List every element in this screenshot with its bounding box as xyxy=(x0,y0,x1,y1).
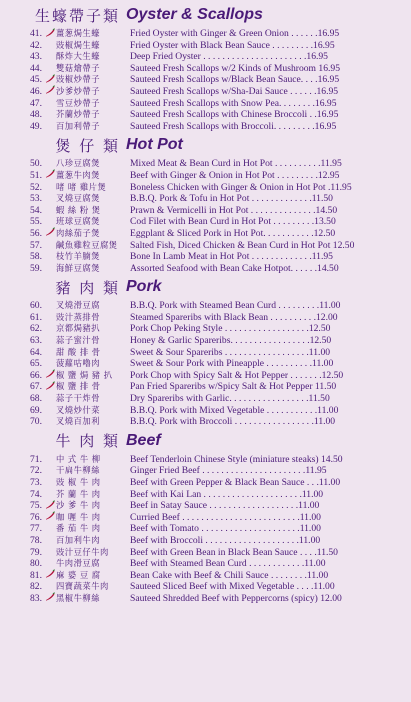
section-title-chinese: 生蠔帶子類 xyxy=(34,6,120,25)
item-description-price: Beef with Green Pepper & Black Bean Sauce . . .11.00 xyxy=(130,477,341,488)
menu-item xyxy=(0,405,411,417)
menu-item xyxy=(0,512,411,524)
menu-section xyxy=(0,2,411,132)
item-name-chinese: 京都焗豬扒 xyxy=(56,323,100,334)
menu-item xyxy=(0,393,411,405)
item-description-price: Sauteed Fresh Scallops with Chinese Broccoli . .16.95 xyxy=(130,109,339,121)
section-header xyxy=(0,132,411,158)
item-name-chinese: 四寶蔬菜牛肉 xyxy=(56,581,109,592)
item-name-chinese: 豉汁蒸排骨 xyxy=(56,311,100,322)
item-description-price: Cod Filet with Bean Curd in Hot Pot . . . . . . . . .13.50 xyxy=(130,216,336,228)
item-name-chinese: 薑葱焗生蠔 xyxy=(56,28,100,38)
chili-pepper-icon xyxy=(44,85,56,98)
item-description-price: Boneless Chicken with Ginger & Onion in Hot Pot .11.95 xyxy=(130,181,352,193)
item-number: 83. xyxy=(30,592,42,604)
menu-item xyxy=(0,193,411,205)
menu-item xyxy=(0,98,411,110)
item-number: 46. xyxy=(30,85,42,97)
chili-pepper-icon xyxy=(44,511,56,524)
item-number: 57. xyxy=(30,239,42,251)
section-header xyxy=(0,2,411,28)
item-description-price: Sweet & Sour Spareribs . . . . . . . . . . . . . . . . . .11.00 xyxy=(130,346,331,358)
menu-item xyxy=(0,535,411,547)
menu-section xyxy=(0,132,411,274)
item-description-price: Sauteed Fresh Scallops with Snow Pea. . . . . . . .16.95 xyxy=(130,97,337,109)
item-number: 79. xyxy=(30,546,42,558)
item-name-chinese: 叉燒滑豆腐 xyxy=(56,300,100,311)
item-name-chinese: 麻 婆 豆 腐 xyxy=(56,569,101,580)
item-description-price: Pan Fried Spareribs w/Spicy Salt & Hot Pepper 11.50 xyxy=(130,381,337,393)
menu-item xyxy=(0,347,411,359)
item-description-price: Prawn & Vermicelli in Hot Pot . . . . . . . . . . . . . .14.50 xyxy=(130,204,338,216)
section-header xyxy=(0,274,411,300)
menu-item xyxy=(0,581,411,593)
item-number: 61. xyxy=(30,311,42,323)
item-number: 51. xyxy=(30,169,42,181)
menu-item xyxy=(0,358,411,370)
item-description-price: Beef with Broccoli . . . . . . . . . . . . . . . . . . . .11.00 xyxy=(130,534,321,546)
chili-pepper-icon xyxy=(44,381,56,394)
item-description-price: Bone In Lamb Meat in Hot Pot . . . . . . . . . . . . .11.95 xyxy=(130,251,333,263)
item-number: 58. xyxy=(30,251,42,263)
item-description-price: B.B.Q. Pork with Broccoli . . . . . . . . . . . . . . . . .11.00 xyxy=(130,416,336,428)
menu-section xyxy=(0,428,411,605)
item-name-chinese: 海鮮豆腐煲 xyxy=(56,262,100,273)
menu-item xyxy=(0,416,411,428)
item-number: 69. xyxy=(30,404,42,416)
chili-pepper-icon xyxy=(44,169,56,182)
item-description-price: Steamed Spareribs with Black Bean . . . . . . . . . .12.00 xyxy=(130,311,338,323)
menu-item xyxy=(0,28,411,40)
chili-pepper-icon xyxy=(44,28,56,41)
item-name-chinese: 甜 酸 排 骨 xyxy=(56,346,101,357)
item-number: 54. xyxy=(30,204,42,216)
menu-item xyxy=(0,465,411,477)
item-name-chinese: 中 式 牛 柳 xyxy=(56,453,101,464)
item-number: 45. xyxy=(30,74,42,86)
menu-item xyxy=(0,158,411,170)
item-description-price: Sauteed Fresh Scallops w/Black Bean Sauce. . . .16.95 xyxy=(130,74,340,86)
item-number: 62. xyxy=(30,323,42,335)
item-name-chinese: 菠蘿咕嚕肉 xyxy=(56,358,100,369)
item-number: 63. xyxy=(30,335,42,347)
section-header xyxy=(0,428,411,454)
item-description-price: Beef in Satay Sauce . . . . . . . . . . . . . . . . . . .11.00 xyxy=(130,500,320,512)
item-number: 48. xyxy=(30,109,42,121)
section-title-chinese: 牛 肉 類 xyxy=(55,432,120,451)
menu-item xyxy=(0,335,411,347)
item-number: 71. xyxy=(30,453,42,465)
item-name-chinese: 百加利帶子 xyxy=(56,120,100,131)
item-description-price: Sauteed Sliced Beef with Mixed Vegetable . . . .11.00 xyxy=(130,581,335,593)
item-description-price: Eggplant & Sliced Pork in Hot Pot. . . . . . . . . . .12.50 xyxy=(130,227,336,239)
item-description-price: Sauteed Fresh Scallops with Broccoli. . . . . . . . .16.95 xyxy=(130,120,337,132)
item-number: 82. xyxy=(30,581,42,593)
item-name-chinese: 肉絲茄子煲 xyxy=(56,227,100,238)
menu-item xyxy=(0,228,411,240)
item-description-price: Curried Beef . . . . . . . . . . . . . . . . . . . . . . . . .11.00 xyxy=(130,511,321,523)
item-name-chinese: 蒜子蜜汁骨 xyxy=(56,335,100,346)
item-number: 60. xyxy=(30,300,42,312)
section-title: Hot Pot xyxy=(126,136,183,154)
item-name-chinese: 椒 鹽 焗 豬 扒 xyxy=(56,369,113,380)
item-number: 59. xyxy=(30,262,42,274)
menu-item xyxy=(0,63,411,75)
item-name-chinese: 叉燒炒什菜 xyxy=(56,404,100,415)
item-description-price: Sauteed Fresh Scallops w/2 Kinds of Mushroom 16.95 xyxy=(130,62,340,74)
menu-item xyxy=(0,109,411,121)
item-name-chinese: 叉燒豆腐煲 xyxy=(56,193,100,204)
item-description-price: Deep Fried Oyster . . . . . . . . . . . . . . . . . . . . . .16.95 xyxy=(130,51,328,63)
item-description-price: Fried Oyster with Black Bean Sauce . . . . . . . . .16.95 xyxy=(130,39,335,51)
item-number: 55. xyxy=(30,216,42,228)
chili-pepper-icon xyxy=(44,569,56,582)
section-title: Beef xyxy=(126,431,161,449)
item-description-price: Fried Oyster with Ginger & Green Onion . . . . . .16.95 xyxy=(130,28,340,39)
menu-item xyxy=(0,381,411,393)
menu-item xyxy=(0,323,411,335)
item-description-price: Sweet & Sour Pork with Pineapple . . . . . . . . . .11.00 xyxy=(130,358,334,370)
item-name-chinese: 薑葱牛肉煲 xyxy=(56,169,100,180)
menu-item xyxy=(0,74,411,86)
item-number: 53. xyxy=(30,193,42,205)
item-name-chinese: 蝦 絲 粉 煲 xyxy=(56,204,101,215)
item-description-price: Beef with Tomato . . . . . . . . . . . . . . . . . . . . .11.00 xyxy=(130,523,321,535)
menu-item xyxy=(0,205,411,217)
section-title: Pork xyxy=(126,278,162,296)
menu-item xyxy=(0,86,411,98)
item-number: 74. xyxy=(30,488,42,500)
item-description-price: Beef with Green Bean in Black Bean Sauce . . . .11.50 xyxy=(130,546,338,558)
item-number: 81. xyxy=(30,569,42,581)
item-name-chinese: 牛肉滑豆腐 xyxy=(56,558,100,569)
item-description-price: Beef with Steamed Bean Curd . . . . . . . . . . . .11.00 xyxy=(130,558,326,570)
menu-item xyxy=(0,558,411,570)
item-number: 80. xyxy=(30,558,42,570)
menu-item xyxy=(0,51,411,63)
item-number: 52. xyxy=(30,181,42,193)
item-number: 50. xyxy=(30,158,42,170)
item-number: 70. xyxy=(30,416,42,428)
menu-item xyxy=(0,300,411,312)
menu-item xyxy=(0,263,411,275)
item-description-price: Beef with Ginger & Onion in Hot Pot . . . . . . . . .12.95 xyxy=(130,169,340,181)
item-number: 65. xyxy=(30,358,42,370)
item-description-price: B.B.Q. Pork with Steamed Bean Curd . . . . . . . . .11.00 xyxy=(130,300,341,312)
menu-item xyxy=(0,523,411,535)
item-name-chinese: 椒 鹽 排 骨 xyxy=(56,381,101,392)
item-number: 66. xyxy=(30,369,42,381)
item-description-price: Assorted Seafood with Bean Cake Hotpot. . . . . .14.50 xyxy=(130,262,339,274)
menu-item xyxy=(0,570,411,582)
section-title: Oyster & Scallops xyxy=(126,6,263,23)
chili-pepper-icon xyxy=(44,592,56,605)
item-name-chinese: 豉椒炒帶子 xyxy=(56,74,100,85)
menu-item xyxy=(0,240,411,252)
item-description-price: Dry Spareribs with Garlic. . . . . . . . . . . . . . . . .11.50 xyxy=(130,393,330,405)
item-name-chinese: 鹹魚雞粒豆腐煲 xyxy=(56,239,118,250)
item-description-price: Honey & Garlic Spareribs. . . . . . . . . . . . . . . . .12.50 xyxy=(130,335,332,347)
item-description-price: Mixed Meat & Bean Curd in Hot Pot . . . . . . . . . .11.95 xyxy=(130,158,342,170)
item-number: 72. xyxy=(30,465,42,477)
menu-item xyxy=(0,547,411,559)
item-number: 42. xyxy=(30,39,42,51)
item-number: 64. xyxy=(30,346,42,358)
item-number: 73. xyxy=(30,477,42,488)
menu-item xyxy=(0,40,411,52)
menu-section xyxy=(0,274,411,428)
section-title-chinese: 豬 肉 類 xyxy=(55,278,120,297)
item-description-price: Sauteed Fresh Scallops w/Sha-Dai Sauce . . . . . .16.95 xyxy=(130,85,339,97)
item-name-chinese: 咖 喱 牛 肉 xyxy=(56,511,101,522)
item-description-price: Salted Fish, Diced Chicken & Bean Curd in Hot Pot 12.50 xyxy=(130,239,355,251)
item-name-chinese: 雙菇燴帶子 xyxy=(56,62,100,73)
item-description-price: Sauteed Shredded Beef with Peppercorns (spicy) 12.00 xyxy=(130,592,342,604)
item-number: 76. xyxy=(30,511,42,523)
menu-item xyxy=(0,182,411,194)
item-description-price: Bean Cake with Beef & Chili Sauce . . . . . . . .11.00 xyxy=(130,569,329,581)
item-name-chinese: 沙 爹 牛 肉 xyxy=(56,500,101,511)
item-name-chinese: 酥炸大生蠔 xyxy=(56,51,100,62)
item-number: 67. xyxy=(30,381,42,393)
item-name-chinese: 蒜子干炸骨 xyxy=(56,393,100,404)
item-description-price: Ginger Fried Beef . . . . . . . . . . . . . . . . . . . . . .11.95 xyxy=(130,465,327,477)
menu-item xyxy=(0,170,411,182)
menu-item xyxy=(0,489,411,501)
item-number: 77. xyxy=(30,523,42,535)
item-name-chinese: 叉燒百加利 xyxy=(56,416,100,427)
item-description-price: Pork Chop Peking Style . . . . . . . . . . . . . . . . . .12.50 xyxy=(130,323,331,335)
menu-item xyxy=(0,454,411,466)
item-name-chinese: 番 茄 牛 肉 xyxy=(56,523,101,534)
menu-item xyxy=(0,477,411,489)
item-number: 41. xyxy=(30,28,42,39)
chili-pepper-icon xyxy=(44,227,56,240)
item-name-chinese: 干扁牛柳絲 xyxy=(56,465,100,476)
item-number: 44. xyxy=(30,62,42,74)
item-name-chinese: 班球豆腐煲 xyxy=(56,216,100,227)
item-number: 43. xyxy=(30,51,42,63)
menu-item xyxy=(0,312,411,324)
item-name-chinese: 豉椒焗生蠔 xyxy=(56,39,100,50)
item-description-price: Beef with Kai Lan . . . . . . . . . . . . . . . . . . . . .11.00 xyxy=(130,488,324,500)
item-name-chinese: 啫 啫 雞片煲 xyxy=(56,181,107,192)
menu-item xyxy=(0,500,411,512)
item-description-price: B.B.Q. Pork & Tofu in Hot Pot . . . . . . . . . . . . .11.50 xyxy=(130,193,333,205)
item-name-chinese: 芥蘭炒帶子 xyxy=(56,109,100,120)
item-name-chinese: 八珍豆腐煲 xyxy=(56,158,100,169)
item-name-chinese: 百加利牛肉 xyxy=(56,534,100,545)
item-description-price: Pork Chop with Spicy Salt & Hot Pepper . . . . . . .12.50 xyxy=(130,369,344,381)
item-name-chinese: 芥 蘭 牛 肉 xyxy=(56,488,101,499)
menu-item xyxy=(0,216,411,228)
item-number: 78. xyxy=(30,534,42,546)
item-name-chinese: 枝竹羊腩煲 xyxy=(56,251,100,262)
menu-item xyxy=(0,593,411,605)
item-name-chinese: 黑椒牛柳絲 xyxy=(56,592,100,603)
item-name-chinese: 豉汁豆仔牛肉 xyxy=(56,546,109,557)
item-description-price: B.B.Q. Pork with Mixed Vegetable . . . . . . . . . . .11.00 xyxy=(130,404,339,416)
section-title-chinese: 煲 仔 類 xyxy=(55,136,120,155)
menu-item xyxy=(0,251,411,263)
item-description-price: Beef Tenderloin Chinese Style (miniature steaks) 14.50 xyxy=(130,453,343,465)
item-number: 49. xyxy=(30,120,42,132)
item-number: 68. xyxy=(30,393,42,405)
menu-item xyxy=(0,370,411,382)
item-number: 56. xyxy=(30,227,42,239)
item-number: 47. xyxy=(30,97,42,109)
item-name-chinese: 雪豆炒帶子 xyxy=(56,97,100,108)
item-number: 75. xyxy=(30,500,42,512)
item-name-chinese: 沙爹炒帶子 xyxy=(56,85,100,96)
menu-item xyxy=(0,121,411,133)
item-name-chinese: 豉 椒 牛 肉 xyxy=(56,477,101,487)
